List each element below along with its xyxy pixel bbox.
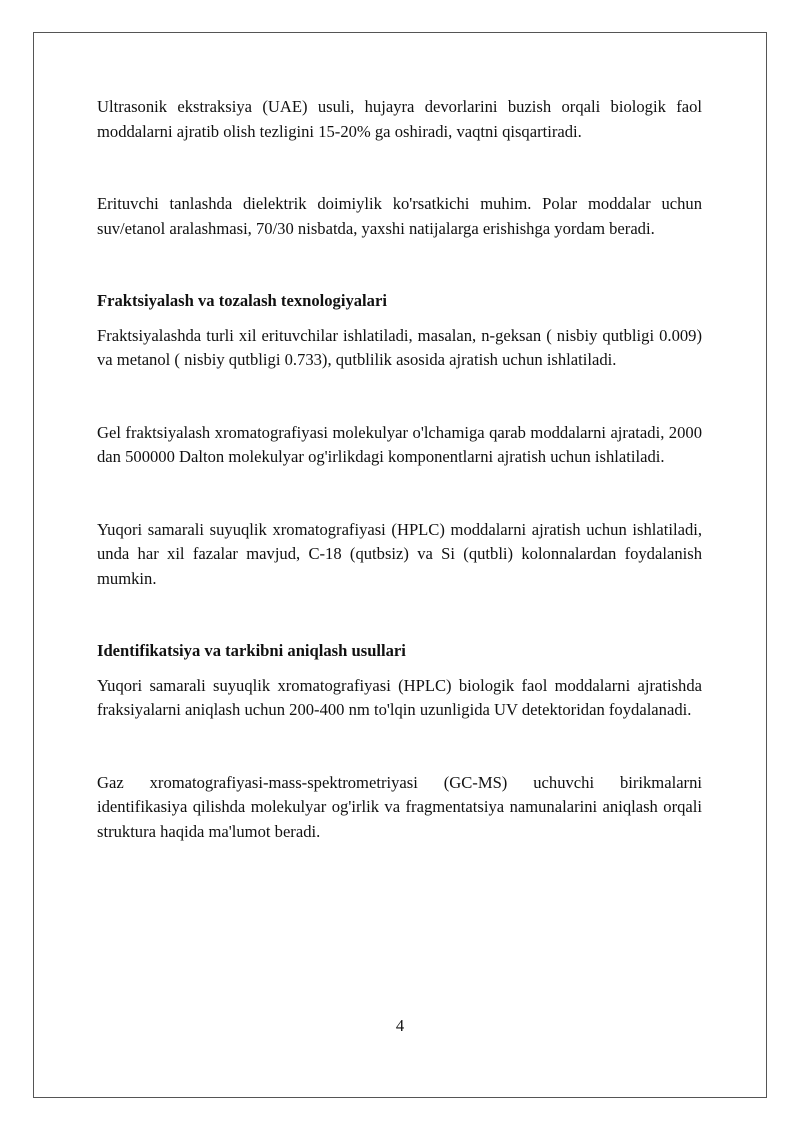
- page-number: 4: [395, 1016, 405, 1035]
- paragraph-hplc-separation: Yuqori samarali suyuqlik xromatografiyasi (HPLC) moddalarni ajratish uchun ishlatiladi, unda har xil fazalar mavjud, C-18 (qutbsiz) va Si (qutbli) kolonnalardan foydalanish mumkin.: [97, 519, 702, 588]
- heading-identification: Identifikatsiya va tarkibni aniqlash usullari: [97, 641, 406, 660]
- page-content: [97, 95, 702, 844]
- paragraph-uae: Ultrasonik ekstraksiya (UAE) usuli, hujayra devorlarini buzish orqali biologik faol moddalarni ajratib olish tezligini 15-20% ga oshiradi, vaqtni qisqartiradi.: [97, 97, 702, 141]
- paragraph-hplc-uv: Yuqori samarali suyuqlik xromatografiyasi (HPLC) biologik faol moddalarni ajratishda fraksiyalarni aniqlash uchun 200-400 nm to'lqin uzunligida UV detektoridan foydalanadi.: [97, 675, 702, 719]
- paragraph-gel-chromatography: Gel fraktsiyalash xromatografiyasi molekulyar o'lchamiga qarab moddalarni ajratadi, 2000 dan 500000 Dalton molekulyar og'irlikdagi komponentlarni ajratish uchun ishlatiladi.: [97, 422, 702, 466]
- heading-fractionation: Fraktsiyalash va tozalash texnologiyalari: [97, 291, 387, 310]
- paragraph-solvent-selection: Erituvchi tanlashda dielektrik doimiylik ko'rsatkichi muhim. Polar moddalar uchun suv/etanol aralashmasi, 70/30 nisbatda, yaxshi natijalarga erishishga yordam beradi.: [97, 194, 702, 238]
- paragraph-fractionation-solvents: Fraktsiyalashda turli xil erituvchilar ishlatiladi, masalan, n-geksan ( nisbiy qutbligi 0.009) va metanol ( nisbiy qutbligi 0.733), qutblilik asosida ajratish uchun ishlatiladi.: [97, 325, 702, 369]
- paragraph-gc-ms: Gaz xromatografiyasi-mass-spektrometriyasi (GC-MS) uchuvchi birikmalarni identifikasiya qilishda molekulyar og'irlik va fragmentatsiya namunalarini aniqlash orqali struktura haqida ma'lumot beradi.: [97, 772, 702, 841]
